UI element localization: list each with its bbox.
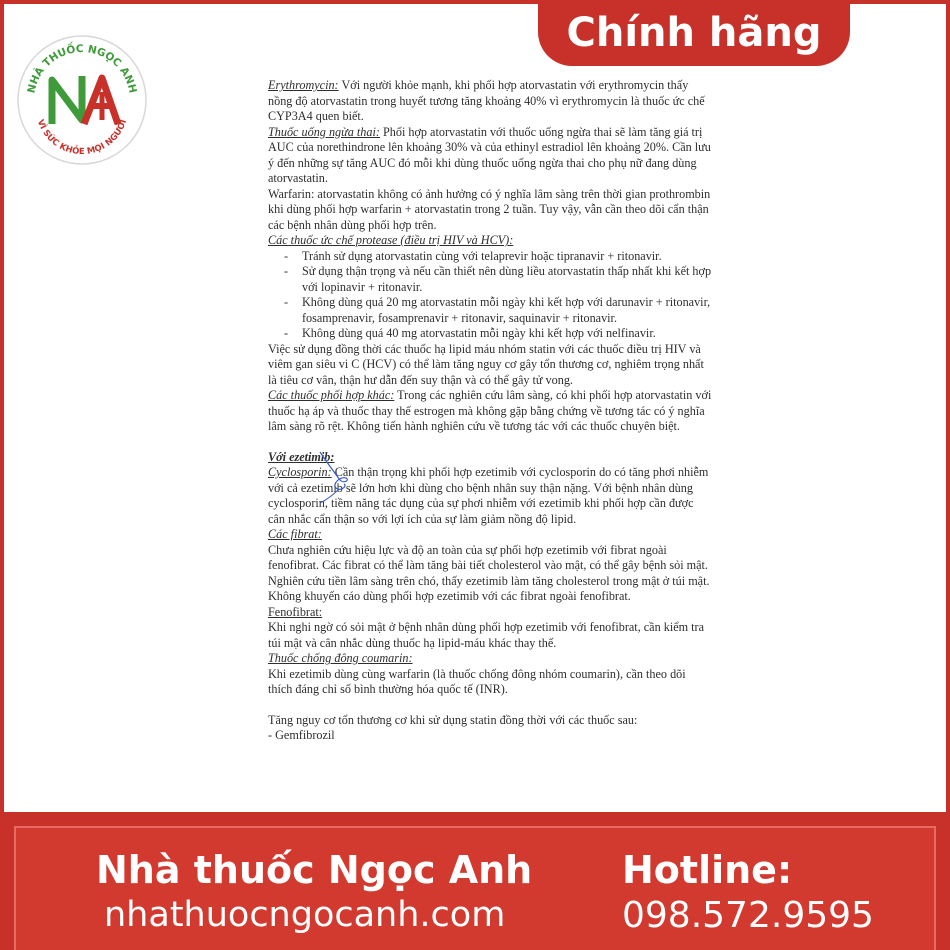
heading-contraceptive: Thuốc uống ngừa thai: (268, 124, 380, 139)
document-page (268, 78, 713, 744)
text-other-drugs: Trong các nghiên cứu lâm sàng, có khi phối hợp atorvastatin với thuốc hạ áp và thuốc thay thế estrogen mà không gặp bằng chứng về tương tác có ý nghĩa lâm sàng rõ rệt. Không tiến hành nghiên cứu về tương tác với các thuốc chuyên biệt. (268, 388, 712, 433)
heading-fenofibrat (268, 605, 713, 621)
authentic-badge: Chính hãng (538, 0, 850, 66)
paragraph-hiv-hcv: Việc sử dụng đồng thời các thuốc hạ lipid máu nhóm statin với các thuốc điều trị HIV và viêm gan siêu vi C (HCV) có thể làm tăng nguy cơ gây tổn thương cơ, nghiêm trọng nhất là tiêu cơ vân, thận hư dẫn đến suy thận và có thể gây tử vong. (268, 341, 704, 387)
hotline-label: Hotline: (622, 848, 793, 892)
paragraph-erythromycin (268, 78, 713, 125)
list-item: - Sử dụng thận trọng và nếu cần thiết nên dùng liều atorvastatin thấp nhất khi kết hợp với lopinavir + ritonavir. (302, 264, 713, 295)
text-contraceptive: Phối hợp atorvastatin với thuốc uống ngừa thai sẽ làm tăng giá trị AUC của norethindrone lên khoảng 30% và của ethinyl estradiol lên khoảng 20%. Cần lưu ý đến những sự tăng AUC đó mỗi khi dùng thuốc uống ngừa thai cho phụ nữ đang dùng atorvastatin. (268, 124, 711, 185)
heading-fibrat (268, 527, 713, 543)
text-erythromycin: Với người khỏe mạnh, khi phối hợp atorvastatin với erythromycin thấy nồng độ atorvastatin trong huyết tương tăng khoảng 40% vì erythromycin là thuốc ức chế CYP3A4 quen biết. (268, 78, 705, 123)
store-name: Nhà thuốc Ngọc Anh (96, 848, 533, 892)
pharmacy-logo (14, 32, 150, 168)
protease-list (268, 249, 713, 342)
heading-coumarin (268, 651, 713, 667)
paragraph-warfarin: Warfarin: atorvastatin không có ảnh hưởng có ý nghĩa lâm sàng trên thời gian prothrombin khi dùng phối hợp warfarin + atorvastatin trong 2 tuần. Tuy vậy, vẫn cần theo dõi cẩn thận các bệnh nhân dùng phối hợp trên. (268, 186, 711, 232)
paragraph-fibrat: Chưa nghiên cứu hiệu lực và độ an toàn của sự phối hợp ezetimib với fibrat ngoài fenofibrat. Các fibrat có thể làm tăng bài tiết cholesterol vào mật, có thể gây bệnh sỏi mật. Nghiên cứu tiền lâm sàng trên chó, thấy ezetimib làm tăng cholesterol trong mật ở túi mật. Không khuyến cáo dùng phối hợp ezetimib với các fibrat ngoài fenofibrat. (268, 542, 710, 603)
heading-protease (268, 233, 713, 249)
right-frame-border (946, 0, 950, 950)
list-item: - Tránh sử dụng atorvastatin cùng với telaprevir hoặc tipranavir + ritonavir. (302, 249, 713, 265)
heading-ezetimib: Với ezetimib: (268, 449, 335, 464)
paragraph-contraceptive (268, 125, 713, 187)
logo-bottom-text: VÌ SỨC KHỎE MỌI NGƯỜI (34, 118, 130, 158)
paragraph-coumarin: Khi ezetimib dùng cùng warfarin (là thuốc chống đông nhóm coumarin), cần theo dõi thích đáng chỉ số bình thường hóa quốc tế (INR). (268, 666, 686, 696)
pen-scribble-mark (310, 450, 380, 505)
paragraph-statin-risk: Tăng nguy cơ tổn thương cơ khi sử dụng statin đồng thời với các thuốc sau: (268, 712, 638, 727)
heading-other-drugs: Các thuốc phối hợp khác: (268, 388, 395, 402)
heading-coumarin-text: Thuốc chống đông coumarin: (268, 651, 413, 665)
list-item: - Không dùng quá 20 mg atorvastatin mỗi ngày khi kết hợp với darunavir + ritonavir, fosamprenavir, fosamprenavir + ritonavir, saquinavir + ritonavir. (302, 295, 713, 326)
list-item: - Không dùng quá 40 mg atorvastatin mỗi ngày khi kết hợp với nelfinavir. (302, 326, 713, 342)
left-frame-border (0, 0, 4, 950)
heading-cyclosporin: Cyclosporin: (268, 465, 332, 479)
paragraph-other-drugs (268, 388, 713, 435)
paragraph-gemfibrozil: - Gemfibrozil (268, 728, 335, 742)
logo-arc-text: NHÀ THUỐC NGỌC ANH (25, 42, 139, 95)
website-link[interactable]: nhathuocngocanh.com (104, 895, 506, 935)
heading-fenofibrat-text: Fenofibrat: (268, 604, 323, 619)
heading-erythromycin: Erythromycin: (268, 78, 339, 92)
hotline-number[interactable]: 098.572.9595 (622, 895, 874, 936)
paragraph-fenofibrat: Khi nghi ngờ có sỏi mật ở bệnh nhân dùng phối hợp ezetimib với fenofibrat, cần kiểm tra túi mật và cân nhắc dùng thuốc hạ lipid-máu khác thay thế. (268, 620, 704, 650)
heading-protease-text: Các thuốc ức chế protease (điều trị HIV và HCV): (268, 233, 514, 247)
heading-fibrat-text: Các fibrat: (268, 527, 322, 541)
text-cyclosporin: Cần thận trọng khi phối hợp ezetimib với cyclosporin do có tăng phơi nhiễm với cả ezetimib sẽ lớn hơn khi dùng cho bệnh nhân suy thận nặng. Với bệnh nhân dùng cyclosporin, tiềm năng tác dụng của sự phơi nhiễm với ezetimib khi phối hợp cần được cân nhắc cẩn thận so với lợi ích của sự làm giảm nồng độ lipid. (268, 465, 709, 526)
